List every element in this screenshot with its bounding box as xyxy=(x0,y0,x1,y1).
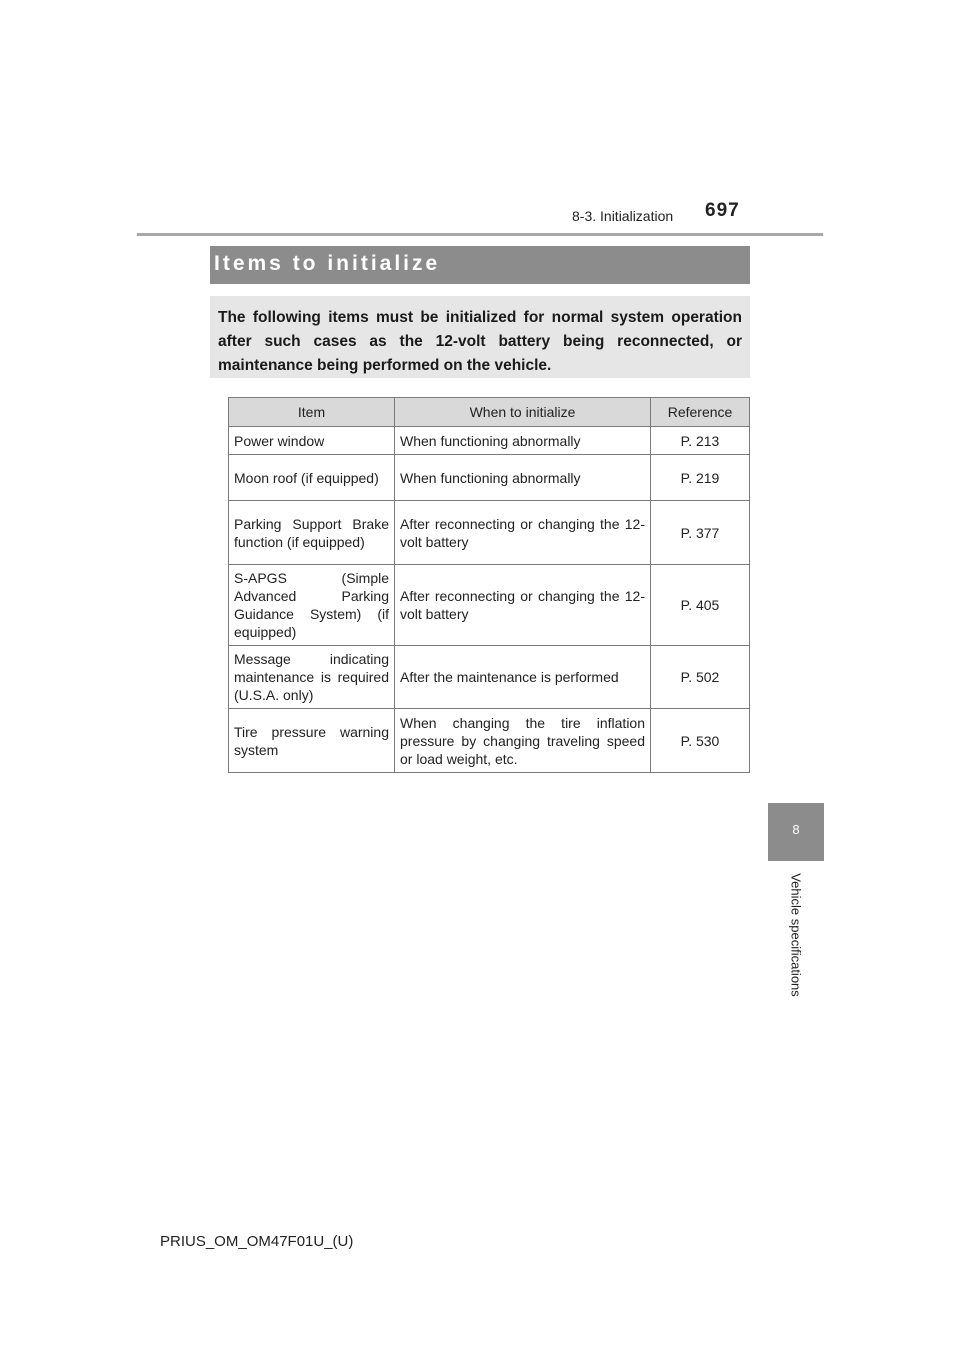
section-title: Items to initialize xyxy=(214,252,441,275)
table-row xyxy=(229,646,750,709)
table-row xyxy=(229,565,750,646)
cell-reference: P. 530 xyxy=(651,709,750,773)
cell-when: When functioning abnormally xyxy=(395,427,651,455)
chapter-tab xyxy=(768,803,824,861)
table-row xyxy=(229,455,750,501)
page-number: 697 xyxy=(705,200,740,221)
footer-doc-code: PRIUS_OM_OM47F01U_(U) xyxy=(160,1233,354,1250)
cell-reference: P. 219 xyxy=(651,455,750,501)
table-header-row xyxy=(229,398,750,427)
cell-item: Parking Support Brake function (if equipped) xyxy=(229,501,395,565)
cell-reference: P. 405 xyxy=(651,565,750,646)
header-divider xyxy=(137,233,823,236)
table-row xyxy=(229,709,750,773)
cell-item: Moon roof (if equipped) xyxy=(229,455,395,501)
header-section-title: 8-3. Initialization xyxy=(572,208,674,224)
chapter-label: Vehicle specifications xyxy=(788,873,804,997)
section-banner xyxy=(210,246,750,284)
table-row xyxy=(229,501,750,565)
column-header-reference: Reference xyxy=(651,398,750,427)
cell-reference: P. 502 xyxy=(651,646,750,709)
cell-when: When changing the tire inflation pressure by changing traveling speed or load weight, etc. xyxy=(395,709,651,773)
cell-item: S-APGS (Simple Advanced Parking Guidance System) (if equipped) xyxy=(229,565,395,646)
chapter-number: 8 xyxy=(792,822,800,837)
table-row xyxy=(229,427,750,455)
cell-when: After reconnecting or changing the 12-volt battery xyxy=(395,565,651,646)
cell-when: When functioning abnormally xyxy=(395,455,651,501)
column-header-when: When to initialize xyxy=(395,398,651,427)
intro-box xyxy=(210,296,750,378)
cell-item: Message indicating maintenance is required (U.S.A. only) xyxy=(229,646,395,709)
initialization-table xyxy=(228,397,750,773)
column-header-item: Item xyxy=(229,398,395,427)
intro-text: The following items must be initialized for normal system operation after such cases as the 12-volt battery being reconnected, or maintenance being performed on the vehicle. xyxy=(218,309,742,374)
cell-when: After reconnecting or changing the 12-volt battery xyxy=(395,501,651,565)
cell-reference: P. 213 xyxy=(651,427,750,455)
cell-reference: P. 377 xyxy=(651,501,750,565)
cell-when: After the maintenance is performed xyxy=(395,646,651,709)
cell-item: Power window xyxy=(229,427,395,455)
cell-item: Tire pressure warning system xyxy=(229,709,395,773)
